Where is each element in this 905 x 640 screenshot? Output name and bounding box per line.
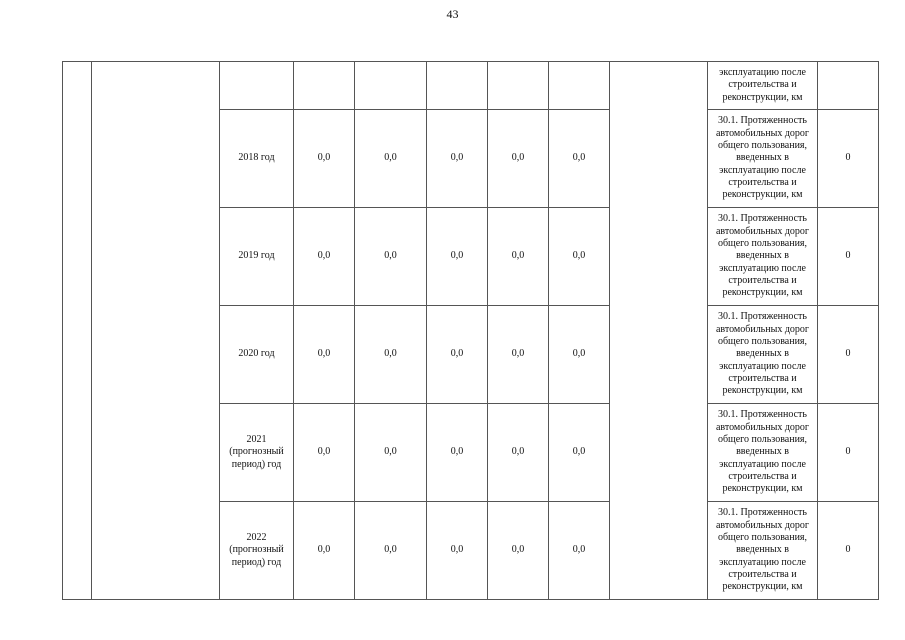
cell-period [220,62,294,110]
cell-value [488,62,549,110]
cell-value: 0,0 [488,404,549,502]
cell-value: 0,0 [355,208,427,306]
cell-target: 0 [818,306,879,404]
cell-indicator: эксплуатацию после строительства и реконструкции, км [708,62,818,110]
cell-number [63,62,92,600]
cell-period: 2021 (прогнозный период) год [220,404,294,502]
cell-period: 2019 год [220,208,294,306]
page-number: 43 [446,7,459,21]
cell-indicator: 30.1. Протяженность автомобильных дорог общего пользования, введенных в эксплуатацию после строительства и реконструкции, км [708,306,818,404]
cell-value: 0,0 [294,110,355,208]
cell-target: 0 [818,502,879,600]
cell-value: 0,0 [549,110,610,208]
cell-value: 0,0 [427,404,488,502]
cell-period: 2018 год [220,110,294,208]
cell-target: 0 [818,404,879,502]
cell-value: 0,0 [294,306,355,404]
cell-target [818,62,879,110]
cell-indicator: 30.1. Протяженность автомобильных дорог общего пользования, введенных в эксплуатацию после строительства и реконструкции, км [708,404,818,502]
cell-value: 0,0 [549,306,610,404]
cell-value [427,62,488,110]
cell-measure [92,62,220,600]
cell-value: 0,0 [549,502,610,600]
cell-value: 0,0 [355,306,427,404]
cell-value: 0,0 [427,110,488,208]
cell-value: 0,0 [294,208,355,306]
cell-indicator: 30.1. Протяженность автомобильных дорог общего пользования, введенных в эксплуатацию после строительства и реконструкции, км [708,502,818,600]
cell-value: 0,0 [355,404,427,502]
cell-target: 0 [818,110,879,208]
cell-value: 0,0 [427,306,488,404]
cell-value: 0,0 [549,208,610,306]
cell-value [355,62,427,110]
cell-value: 0,0 [488,208,549,306]
table-row-continued [63,62,879,110]
cell-value: 0,0 [488,502,549,600]
cell-indicator: 30.1. Протяженность автомобильных дорог общего пользования, введенных в эксплуатацию после строительства и реконструкции, км [708,208,818,306]
data-table [62,61,879,600]
cell-indicator: 30.1. Протяженность автомобильных дорог общего пользования, введенных в эксплуатацию после строительства и реконструкции, км [708,110,818,208]
cell-value [549,62,610,110]
cell-value: 0,0 [294,502,355,600]
cell-value: 0,0 [549,404,610,502]
cell-value: 0,0 [427,502,488,600]
cell-executor [610,62,708,600]
cell-value: 0,0 [294,404,355,502]
cell-value [294,62,355,110]
cell-value: 0,0 [488,110,549,208]
cell-value: 0,0 [355,110,427,208]
cell-value: 0,0 [488,306,549,404]
cell-period: 2022 (прогнозный период) год [220,502,294,600]
cell-period: 2020 год [220,306,294,404]
cell-value: 0,0 [355,502,427,600]
cell-target: 0 [818,208,879,306]
cell-value: 0,0 [427,208,488,306]
